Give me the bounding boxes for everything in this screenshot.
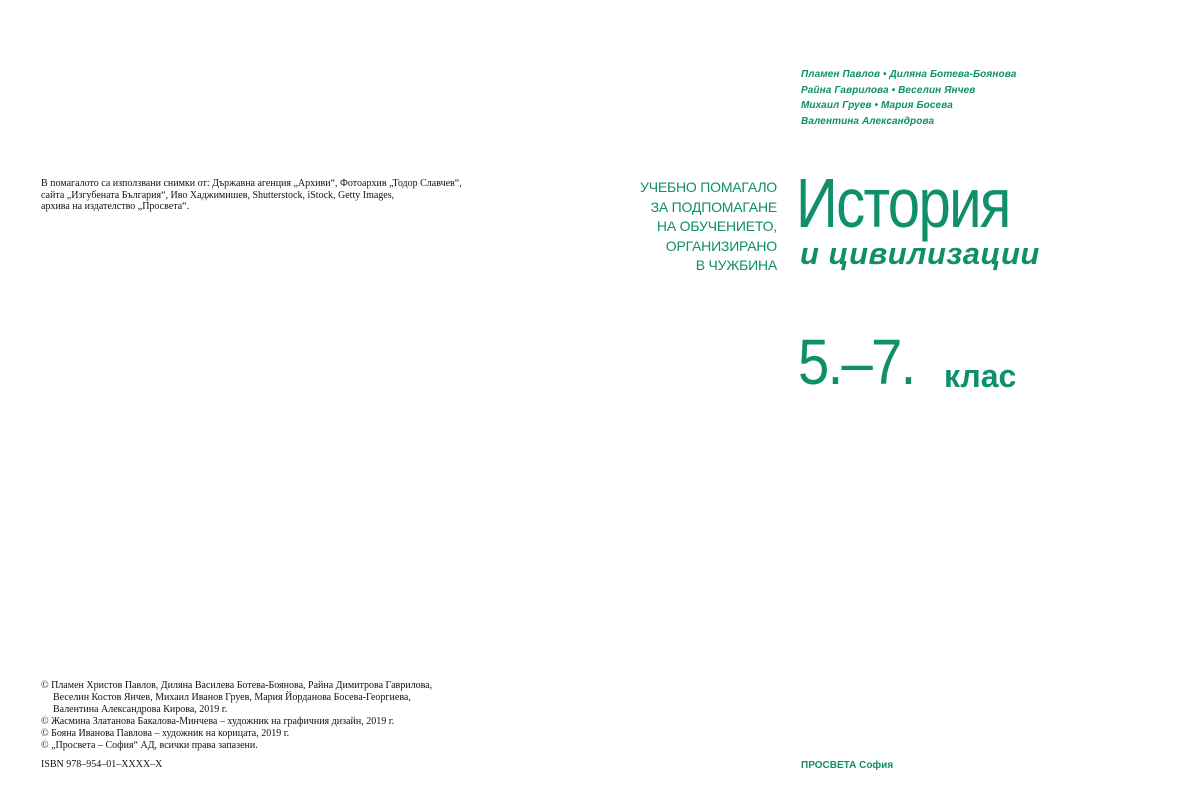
subtitle-line: В ЧУЖБИНА (695, 257, 777, 273)
subtitle-line: ЗА ПОДПОМАГАНЕ (650, 198, 777, 215)
authors-line: Валентина Александрова (801, 115, 935, 127)
copyright-line: © Пламен Христов Павлов, Диляна Василева Ботева-Боянова, Райна Димитрова Гаврилова, (41, 680, 433, 691)
subtitle-line: НА ОБУЧЕНИЕТО, (656, 218, 777, 234)
credits-line: архива на издателство „Просвета“. (41, 201, 190, 212)
copyright-line: © Бояна Иванова Павлова – художник на корицата, 2019 г. (41, 728, 290, 739)
grade-label (798, 326, 1017, 398)
book-subtitle (600, 178, 777, 276)
book-title (796, 164, 1053, 271)
book-title-main: История (796, 164, 1010, 242)
grade-number: 5.–7. (798, 326, 915, 398)
authors-line: Пламен Павлов • Диляна Ботева-Боянова (801, 69, 1017, 80)
image-credits (41, 178, 461, 213)
copyright-block (41, 680, 501, 752)
authors-list (801, 67, 1016, 129)
subtitle-line: УЧЕБНО ПОМАГАЛО (640, 179, 777, 195)
credits-line: сайта „Изгубената България“, Иво Хаджимишев, Shutterstock, iStock, Getty Images, (41, 189, 395, 201)
authors-line: Михаил Груев • Мария Босева (801, 100, 953, 111)
publisher-name: ПРОСВЕТА София (801, 760, 894, 771)
copyright-line: Валентина Александрова Кирова, 2019 г. (53, 704, 228, 715)
book-title-sub: и цивилизации (800, 236, 1040, 271)
authors-line: Райна Гаврилова • Веселин Янчев (801, 84, 976, 96)
grade-word: клас (944, 358, 1017, 394)
copyright-line: Веселин Костов Янчев, Михаил Иванов Груев, Мария Йорданова Босева-Георгиева, (53, 692, 411, 703)
isbn: ISBN 978–954–01–XXXX–X (41, 759, 163, 770)
copyright-line: © „Просвета – София“ АД, всички права запазени. (41, 740, 258, 751)
credits-line: В помагалото са използвани снимки от: Държавна агенция „Архиви“, Фотоархив „Тодор Славчев“, (41, 178, 462, 189)
subtitle-line: ОРГАНИЗИРАНО (665, 237, 777, 254)
copyright-line: © Жасмина Златанова Бакалова-Минчева – художник на графичния дизайн, 2019 г. (41, 716, 395, 727)
